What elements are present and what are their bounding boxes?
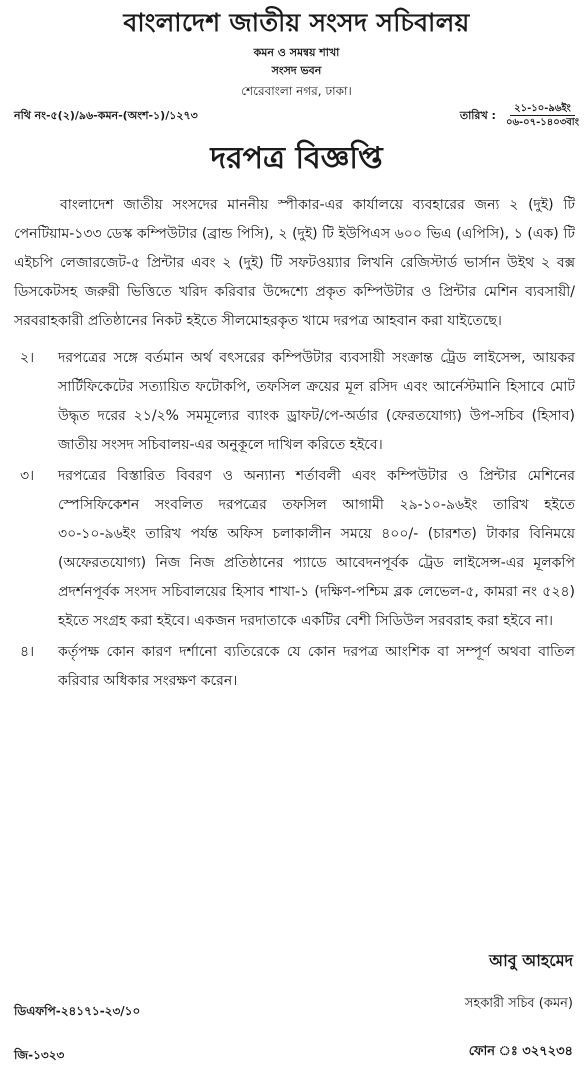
date-bangla: ০৬-০৭-১৪০৩বাং — [505, 117, 579, 128]
item-number: ২। — [20, 350, 35, 366]
dfp-code: ডিএফপি-২৪১৭১-২৩/১০ — [14, 1004, 141, 1018]
building-name: সংসদ ভবন — [271, 64, 322, 77]
signatory-phone: ফোন ঃ ৩২৭২৩৪ — [468, 1044, 573, 1059]
list-item — [14, 638, 579, 696]
date-english: ২১-১০-৯৬ইং — [510, 102, 575, 116]
conditions-list — [14, 344, 579, 696]
notice-title: দরপত্র বিজ্ঞপ্তি — [210, 141, 383, 176]
item-text: দরপত্রের সঙ্গে বর্তমান অর্থ বৎসরের কম্পিউটার ব্যবসায়ী সংক্রান্ত ট্রেড লাইসেন্স, আয়কর সার্টিফিকেটের সত্যায়িত ফটোকপি, তফসিল ক্রয়ের মূল রসিদ এবং আর্নেস্টমানি হিসাবে মোট উদ্ধৃত দরের ২১/২% সমমূল্যের ব্যাংক ড্রাফট/পে-অর্ডার (ফেরতযোগ্য) উপ-সচিব (হিসাব) জাতীয় সংসদ সচিবালয়-এর অনুকূলে দাখিল করিতে হইবে। — [58, 350, 575, 453]
item-text: কর্তৃপক্ষ কোন কারণ দর্শানো ব্যতিরেকে যে কোন দরপত্র আংশিক বা সম্পূর্ণ অথবা বাতিল করিবার অধিকার সংরক্ষণ করেন। — [58, 644, 575, 689]
signatory-designation: সহকারী সচিব (কমন) — [464, 996, 573, 1011]
list-item — [14, 462, 579, 636]
g-code: জি-১৩২৩ — [14, 1048, 65, 1062]
date-fraction — [506, 102, 579, 129]
list-item — [14, 344, 579, 460]
organization-title: বাংলাদেশ জাতীয় সংসদ সচিবালয় — [123, 8, 470, 37]
date-label: তারিখ : — [459, 108, 496, 122]
item-number: ৩। — [20, 468, 35, 484]
reference-row — [14, 102, 579, 129]
date-block — [460, 102, 579, 129]
branch-name: কমন ও সমন্বয় শাখা — [253, 46, 340, 59]
intro-paragraph: বাংলাদেশ জাতীয় সংসদের মাননীয় স্পীকার-এর কার্যালয়ে ব্যবহারের জন্য ২ (দুই) টি পেনটিয়াম-১৩৩ ডেস্ক কম্পিউটার (ব্রান্ড পিসি), ২ (দুই) টি ইউপিএস ৬০০ ভিএ (এপিসি), ১ (এক) টি এইচপি লেজারজেট-৫ প্রিন্টার এবং ২ (দুই) টি সফটওয়্যার লিখনি রেজিস্টার্ড ভার্সান উইথ ২ বক্স ডিসকেটসহ জরুরী ভিত্তিতে খরিদ করিবার উদ্দেশ্যে প্রকৃত কম্পিউটার ও প্রিন্টার মেশিন ব্যবসায়ী/সরবরাহকারী প্রতিষ্ঠানের নিকট হইতে সীলমোহরকৃত খামে দরপত্র আহবান করা যাইতেছে। — [14, 197, 575, 329]
item-text: দরপত্রের বিস্তারিত বিবরণ ও অন্যান্য শর্তাবলী এবং কম্পিউটার ও প্রিন্টার মেশিনের স্পেসিফিকেশন সংবলিত দরপত্রের তফসিল আগামী ২৯-১০-৯৬ইং তারিখ হইতে ৩০-১০-৯৬ইং তারিখ পর্যন্ত অফিস চলাকালীন সময়ে ৪০০/- (চারশত) টাকার বিনিময়ে (অফেরতযোগ্য) নিজ নিজ প্রতিষ্ঠানের প্যাডে আবেদনপূর্বক ট্রেড লাইসেন্স-এর মূলকপি প্রদর্শনপূর্বক সংসদ সচিবালয়ের হিসাব শাখা-১ (দক্ষিণ-পশ্চিম ব্লক লেভেল-৫, কামরা নং ৫২৪) হইতে সংগ্রহ করা হইবে। একজন দরদাতাকে একটির বেশী সিডিউল সরবরাহ করা হইবে না। — [58, 468, 575, 629]
address: শেরেবাংলা নগর, ঢাকা। — [241, 84, 352, 98]
signatory-name: আবু আহমেদ — [489, 951, 573, 970]
item-number: ৪। — [20, 644, 35, 660]
file-number: নথি নং-৫(২)/৯৬-কমন-(অংশ-১)/১২৭৩ — [14, 108, 198, 122]
